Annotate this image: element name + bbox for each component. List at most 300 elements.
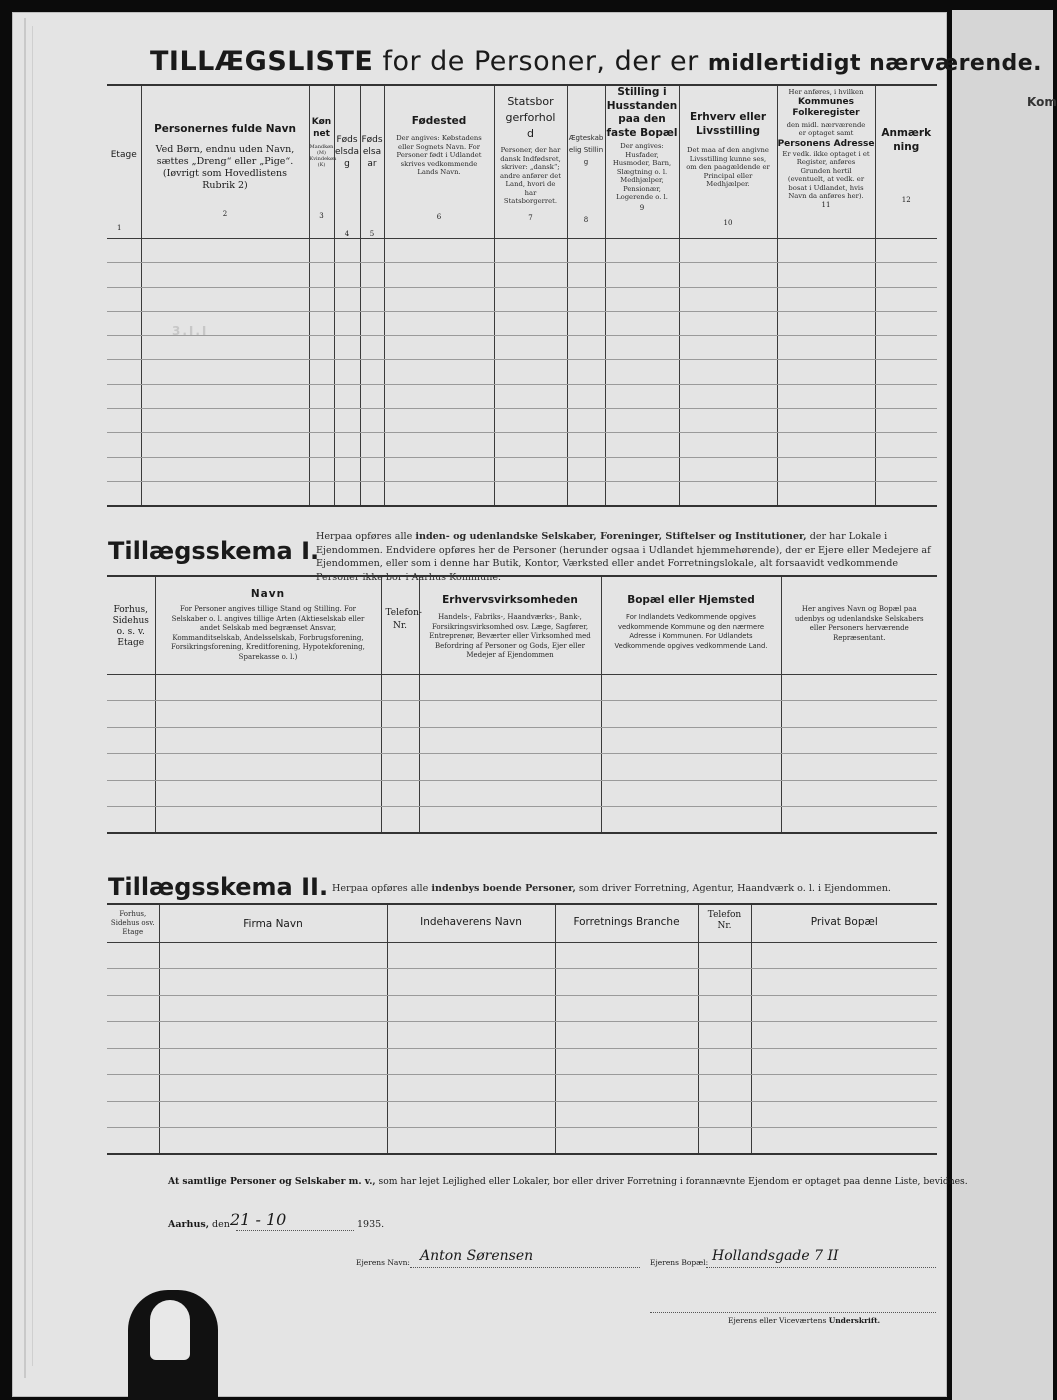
col-remarks [875, 85, 937, 239]
owner-address-handwritten[interactable]: Hollandsgade 7 II [712, 1248, 839, 1264]
table-cell[interactable] [567, 311, 605, 335]
skema2-description [332, 882, 891, 896]
table-row [107, 384, 937, 408]
table-cell[interactable] [494, 336, 567, 360]
list-header-row [107, 85, 937, 239]
table-cell[interactable] [494, 287, 567, 311]
table-cell[interactable] [494, 481, 567, 505]
col-label: Erhverv eller Livsstilling [689, 111, 767, 137]
table-cell[interactable] [555, 1101, 698, 1128]
table-cell[interactable] [875, 311, 937, 335]
table-cell[interactable] [387, 1048, 555, 1075]
table-cell[interactable] [107, 481, 141, 505]
col-note: Her angives Navn og Bopæl paa udenbys og udenlandske Selskabers eller Personers herværende Repræsentant. [794, 605, 924, 642]
table-cell[interactable] [360, 409, 384, 433]
table-cell[interactable] [334, 336, 360, 360]
table-cell[interactable] [679, 360, 777, 384]
table-cell[interactable] [875, 287, 937, 311]
table-cell[interactable] [777, 336, 875, 360]
table-cell[interactable] [494, 433, 567, 457]
col-label: Fødested [411, 115, 467, 127]
table-cell[interactable] [601, 701, 781, 728]
table-cell[interactable] [567, 287, 605, 311]
table-cell[interactable] [360, 457, 384, 481]
table-cell[interactable] [605, 384, 679, 408]
table-cell[interactable] [875, 433, 937, 457]
col-label: Firma Navn [243, 918, 303, 930]
table-cell[interactable] [384, 239, 494, 263]
table-cell[interactable] [605, 311, 679, 335]
table-cell[interactable] [751, 995, 937, 1022]
table-cell[interactable] [155, 701, 381, 728]
owner-name-handwritten[interactable]: Anton Sørensen [420, 1248, 534, 1264]
table-cell[interactable] [698, 942, 751, 969]
table-row [107, 433, 937, 457]
table-cell[interactable] [419, 754, 601, 781]
table-cell[interactable] [309, 457, 334, 481]
owner-name-line [410, 1267, 640, 1268]
table-cell[interactable] [107, 807, 155, 834]
table-cell[interactable] [494, 457, 567, 481]
table-row [107, 360, 937, 384]
table-cell[interactable] [309, 336, 334, 360]
table-cell[interactable] [387, 1075, 555, 1102]
table-row [107, 1048, 937, 1075]
table-cell[interactable] [360, 287, 384, 311]
table-cell[interactable] [159, 1048, 387, 1075]
table-cell[interactable] [679, 287, 777, 311]
table-cell[interactable] [875, 263, 937, 287]
table-cell[interactable] [107, 995, 159, 1022]
table-cell[interactable] [494, 409, 567, 433]
table-cell[interactable] [567, 360, 605, 384]
table-cell[interactable] [679, 239, 777, 263]
table-cell[interactable] [309, 239, 334, 263]
signature-caption [728, 1316, 880, 1325]
table-cell[interactable] [679, 384, 777, 408]
table-cell[interactable] [107, 1101, 159, 1128]
adjacent-page [952, 10, 1057, 1400]
table-cell[interactable] [360, 311, 384, 335]
table-cell[interactable] [875, 457, 937, 481]
table-cell[interactable] [601, 754, 781, 781]
table-cell[interactable] [107, 433, 141, 457]
table-cell[interactable] [107, 1075, 159, 1102]
table-cell[interactable] [555, 942, 698, 969]
owner-address-label: Ejerens Bopæl: [650, 1258, 709, 1267]
table-cell[interactable] [698, 969, 751, 996]
table-cell[interactable] [781, 727, 937, 754]
table-cell[interactable] [419, 727, 601, 754]
s2-col-firm [159, 904, 387, 942]
table-cell[interactable] [751, 1075, 937, 1102]
table-cell[interactable] [567, 384, 605, 408]
col-note: Mandkøn (M) Kvindekøn (K) [309, 144, 337, 168]
table-cell[interactable] [334, 409, 360, 433]
table-cell[interactable] [107, 457, 141, 481]
desc-text: som driver Forretning, Agentur, Haandværk o. l. i Ejendommen. [578, 883, 891, 894]
table-cell[interactable] [419, 807, 601, 834]
table-cell[interactable] [679, 433, 777, 457]
table-cell[interactable] [679, 263, 777, 287]
table-cell[interactable] [384, 409, 494, 433]
table-cell[interactable] [381, 674, 419, 701]
table-cell[interactable] [875, 384, 937, 408]
col-note: For Indlandets Vedkommende opgives vedkommende Kommune og den nærmere Adresse i Kommunen. For Udlandets Vedkommende opgives vedkommende Land. [614, 613, 768, 650]
table-cell[interactable] [141, 287, 309, 311]
table-row [107, 1075, 937, 1102]
table-cell[interactable] [781, 701, 937, 728]
table-cell[interactable] [605, 481, 679, 505]
col-label: Stilling i Husstanden paa den faste Bopæl [606, 86, 678, 139]
table-cell[interactable] [387, 969, 555, 996]
s1-col-residence [601, 576, 781, 674]
table-row [107, 969, 937, 996]
table-cell[interactable] [698, 1048, 751, 1075]
table-cell[interactable] [875, 336, 937, 360]
table-cell[interactable] [360, 239, 384, 263]
table-cell[interactable] [141, 239, 309, 263]
table-cell[interactable] [159, 995, 387, 1022]
table-cell[interactable] [334, 360, 360, 384]
s1-col-business [419, 576, 601, 674]
table-cell[interactable] [387, 1022, 555, 1049]
table-cell[interactable] [605, 239, 679, 263]
col-number: 8 [583, 216, 589, 224]
table-cell[interactable] [107, 1048, 159, 1075]
table-cell[interactable] [159, 1022, 387, 1049]
table-cell[interactable] [494, 239, 567, 263]
table-cell[interactable] [679, 336, 777, 360]
table-cell[interactable] [159, 969, 387, 996]
table-cell[interactable] [155, 674, 381, 701]
table-cell[interactable] [107, 1022, 159, 1049]
table-cell[interactable] [605, 287, 679, 311]
table-cell[interactable] [107, 674, 155, 701]
table-cell[interactable] [334, 457, 360, 481]
table-cell[interactable] [567, 239, 605, 263]
table-cell[interactable] [698, 1022, 751, 1049]
table-cell[interactable] [387, 942, 555, 969]
table-cell[interactable] [381, 754, 419, 781]
table-cell[interactable] [107, 1128, 159, 1155]
table-cell[interactable] [141, 409, 309, 433]
table-cell[interactable] [309, 311, 334, 335]
col-note: Her anføres, i hvilken [788, 88, 864, 96]
col-number: 4 [344, 230, 350, 238]
table-cell[interactable] [679, 481, 777, 505]
table-cell[interactable] [107, 336, 141, 360]
table-cell[interactable] [387, 995, 555, 1022]
desc-text: Herpaa opføres alle [316, 531, 413, 542]
binder-clip-window [150, 1300, 190, 1360]
table-cell[interactable] [419, 780, 601, 807]
table-cell[interactable] [698, 1075, 751, 1102]
table-cell[interactable] [384, 481, 494, 505]
table-cell[interactable] [555, 1048, 698, 1075]
table-cell[interactable] [751, 1101, 937, 1128]
table-cell[interactable] [360, 360, 384, 384]
table-cell[interactable] [567, 336, 605, 360]
col-label: Fødselsaar [361, 135, 383, 169]
table-cell[interactable] [777, 263, 875, 287]
table-cell[interactable] [309, 287, 334, 311]
table-cell[interactable] [605, 263, 679, 287]
table-cell[interactable] [875, 239, 937, 263]
table-cell[interactable] [494, 311, 567, 335]
table-cell[interactable] [777, 384, 875, 408]
table-row [107, 995, 937, 1022]
table-cell[interactable] [567, 409, 605, 433]
table-row [107, 727, 937, 754]
col-number: 7 [528, 213, 533, 222]
table-cell[interactable] [605, 457, 679, 481]
statement-text: som har lejet Lejlighed eller Lokaler, bor eller driver Forretning i forannævnte Ejendom er optaget paa denne Liste, bevidnes. [378, 1176, 968, 1187]
table-cell[interactable] [384, 311, 494, 335]
table-cell[interactable] [107, 969, 159, 996]
table-cell[interactable] [141, 360, 309, 384]
col-label: Indehaverens Navn [420, 916, 522, 928]
table-cell[interactable] [601, 674, 781, 701]
table-cell[interactable] [384, 263, 494, 287]
s2-col-branch [555, 904, 698, 942]
table-cell[interactable] [309, 433, 334, 457]
col-marital [567, 85, 605, 239]
table-cell[interactable] [107, 942, 159, 969]
col-number: 12 [901, 196, 911, 204]
table-cell[interactable] [777, 360, 875, 384]
table-cell[interactable] [155, 727, 381, 754]
table-cell[interactable] [751, 1022, 937, 1049]
table-cell[interactable] [781, 674, 937, 701]
table-cell[interactable] [555, 969, 698, 996]
table-cell[interactable] [555, 1128, 698, 1155]
signature-bold: Underskrift. [828, 1316, 881, 1325]
table-cell[interactable] [679, 409, 777, 433]
table-cell[interactable] [334, 481, 360, 505]
table-row [107, 336, 937, 360]
s1-col-name [155, 576, 381, 674]
table-cell[interactable] [334, 287, 360, 311]
table-cell[interactable] [567, 263, 605, 287]
table-cell[interactable] [309, 263, 334, 287]
col-label: Anmærkning [881, 127, 932, 153]
col-note: Er vedk. ikke optaget i et Register, anføres Grunden hertil (eventuelt, at vedk. er bosat i Udlandet, hvis Navn da anføres her). [782, 149, 870, 200]
table-cell[interactable] [155, 754, 381, 781]
table-cell[interactable] [107, 239, 141, 263]
table-cell[interactable] [384, 457, 494, 481]
table-cell[interactable] [159, 1101, 387, 1128]
table-row [107, 287, 937, 311]
table-row [107, 1128, 937, 1155]
table-cell[interactable] [360, 336, 384, 360]
table-cell[interactable] [751, 969, 937, 996]
table-cell[interactable] [698, 1128, 751, 1155]
table-cell[interactable] [777, 239, 875, 263]
table-cell[interactable] [141, 457, 309, 481]
table-cell[interactable] [777, 481, 875, 505]
table-cell[interactable] [107, 754, 155, 781]
table-cell[interactable] [777, 409, 875, 433]
table-cell[interactable] [567, 481, 605, 505]
date-field-line [236, 1230, 354, 1231]
table-cell[interactable] [334, 263, 360, 287]
title-end: midlertidigt nærværende. [707, 51, 1043, 76]
table-cell[interactable] [159, 942, 387, 969]
table-cell[interactable] [309, 409, 334, 433]
table-cell[interactable] [334, 433, 360, 457]
col-note: Personer, der har dansk Indfødsret, skriver: „dansk“; andre anfører det Land, hvori de har Statsborgerret. [499, 146, 562, 205]
table-cell[interactable] [384, 336, 494, 360]
col-citizenship [494, 85, 567, 239]
table-cell[interactable] [781, 780, 937, 807]
col-name [141, 85, 309, 239]
table-cell[interactable] [605, 433, 679, 457]
table-cell[interactable] [777, 311, 875, 335]
table-cell[interactable] [555, 1022, 698, 1049]
s1-col-floor [107, 576, 155, 674]
signature-label: Ejerens eller Viceværtens [728, 1316, 827, 1325]
table-cell[interactable] [777, 433, 875, 457]
table-cell[interactable] [494, 384, 567, 408]
faint-mark: 3.I.I [172, 324, 209, 338]
table-cell[interactable] [567, 433, 605, 457]
table-cell[interactable] [309, 360, 334, 384]
table-cell[interactable] [601, 807, 781, 834]
table-cell[interactable] [381, 727, 419, 754]
table-cell[interactable] [107, 727, 155, 754]
table-cell[interactable] [384, 433, 494, 457]
table-row [107, 481, 937, 505]
table-cell[interactable] [107, 409, 141, 433]
table-cell[interactable] [781, 754, 937, 781]
table-row [107, 311, 937, 335]
title-middle: for de Personer, der er [382, 46, 699, 77]
table-cell[interactable] [679, 311, 777, 335]
table-row [107, 409, 937, 433]
table-row [107, 674, 937, 701]
col-label: Kønnet [311, 117, 332, 139]
table-cell[interactable] [777, 287, 875, 311]
title-main: TILLÆGSLISTE [150, 46, 374, 77]
table-cell[interactable] [494, 263, 567, 287]
table-cell[interactable] [875, 360, 937, 384]
desc-bold: indenbys boende Personer, [431, 883, 576, 894]
table-cell[interactable] [155, 780, 381, 807]
table-cell[interactable] [387, 1101, 555, 1128]
table-cell[interactable] [698, 1101, 751, 1128]
table-cell[interactable] [360, 263, 384, 287]
table-cell[interactable] [107, 780, 155, 807]
statement-bold: At samtlige Personer og Selskaber m. v., [168, 1176, 376, 1187]
table-cell[interactable] [159, 1075, 387, 1102]
col-label: Privat Bopæl [810, 916, 878, 928]
table-cell[interactable] [605, 360, 679, 384]
skema2-header-row [107, 904, 937, 942]
table-cell[interactable] [155, 807, 381, 834]
table-cell[interactable] [751, 942, 937, 969]
col-occupation [679, 85, 777, 239]
table-cell[interactable] [751, 1128, 937, 1155]
table-cell[interactable] [494, 360, 567, 384]
table-cell[interactable] [384, 287, 494, 311]
table-cell[interactable] [381, 701, 419, 728]
table-cell[interactable] [777, 457, 875, 481]
table-cell[interactable] [334, 384, 360, 408]
table-cell[interactable] [141, 433, 309, 457]
table-cell[interactable] [381, 807, 419, 834]
signature-line [650, 1312, 936, 1313]
skema1-header-row [107, 576, 937, 674]
table-cell[interactable] [107, 384, 141, 408]
table-cell[interactable] [419, 701, 601, 728]
table-cell[interactable] [419, 674, 601, 701]
table-cell[interactable] [381, 780, 419, 807]
col-label: Forhus, Sidehus osv. Etage [110, 910, 155, 936]
date-handwritten[interactable]: 21 - 10 [230, 1210, 287, 1229]
table-cell[interactable] [309, 384, 334, 408]
table-row [107, 701, 937, 728]
table-cell[interactable] [605, 409, 679, 433]
table-cell[interactable] [555, 995, 698, 1022]
table-cell[interactable] [567, 457, 605, 481]
table-cell[interactable] [555, 1075, 698, 1102]
table-cell[interactable] [679, 457, 777, 481]
table-cell[interactable] [141, 263, 309, 287]
col-label: Bopæl eller Hjemsted [627, 594, 755, 606]
table-cell[interactable] [360, 384, 384, 408]
table-cell[interactable] [141, 384, 309, 408]
col-note: For Personer angives tillige Stand og Stilling. For Selskaber o. l. angives tillige Arten (Aktieselskab eller andet Selskab med begrænset Ansvar, Kommanditselskab, Andelsselskab, Forbrugsforening, Forsikringsforening, Kreditforening, Hypotekforening, Sparekasse o. l.) [171, 605, 365, 661]
table-cell[interactable] [875, 481, 937, 505]
table-cell[interactable] [875, 409, 937, 433]
table-cell[interactable] [107, 701, 155, 728]
table-cell[interactable] [384, 360, 494, 384]
table-cell[interactable] [107, 311, 141, 335]
table-cell[interactable] [605, 336, 679, 360]
table-cell[interactable] [141, 336, 309, 360]
col-label: Forhus, Sidehus o. s. v. Etage [112, 605, 149, 648]
table-cell[interactable] [334, 311, 360, 335]
table-cell[interactable] [107, 360, 141, 384]
s2-col-owner [387, 904, 555, 942]
table-cell[interactable] [751, 1048, 937, 1075]
table-cell[interactable] [141, 481, 309, 505]
col-label: Fødselsdag [335, 135, 359, 169]
table-row [107, 942, 937, 969]
skema2-table [107, 903, 937, 1155]
table-cell[interactable] [384, 384, 494, 408]
col-label: Telefon-Nr. [385, 608, 422, 631]
adjacent-page-text: Kom [1027, 95, 1057, 109]
col-sex [309, 85, 337, 239]
table-cell[interactable] [601, 780, 781, 807]
table-cell[interactable] [360, 433, 384, 457]
col-number: 11 [821, 200, 831, 209]
table-cell[interactable] [781, 807, 937, 834]
table-cell[interactable] [309, 481, 334, 505]
table-cell[interactable] [698, 995, 751, 1022]
table-cell[interactable] [387, 1128, 555, 1155]
table-cell[interactable] [107, 263, 141, 287]
table-cell[interactable] [159, 1128, 387, 1155]
table-cell[interactable] [360, 481, 384, 505]
col-number: 6 [436, 212, 442, 221]
table-cell[interactable] [141, 311, 309, 335]
table-cell[interactable] [334, 239, 360, 263]
table-cell[interactable] [601, 727, 781, 754]
table-cell[interactable] [107, 287, 141, 311]
